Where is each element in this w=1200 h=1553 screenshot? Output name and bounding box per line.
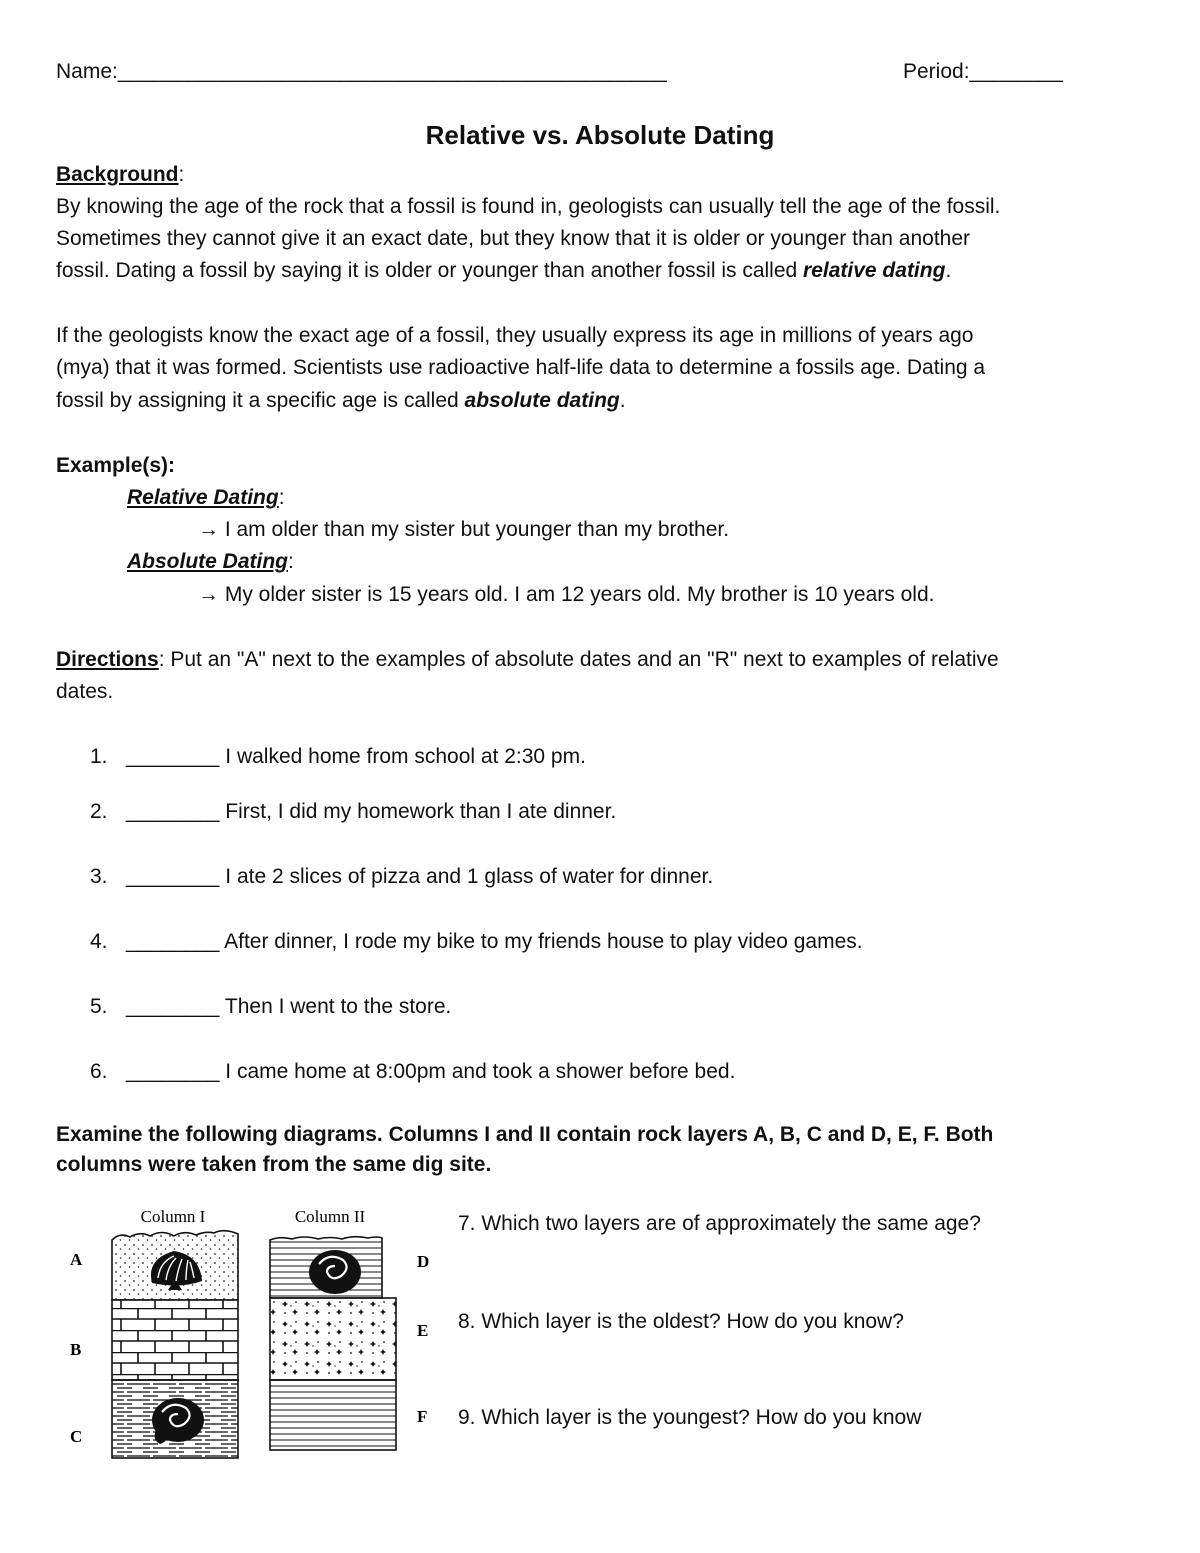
layer-label-e: E xyxy=(417,1321,429,1340)
list-item: 1. ________ I walked home from school at 2:30 pm. xyxy=(90,745,586,768)
period-field[interactable] xyxy=(903,56,1063,88)
layer-e xyxy=(270,1298,396,1380)
relative-example-label: Relative Dating: xyxy=(127,486,285,509)
diagram-intro-line2: columns were taken from the same dig site. xyxy=(56,1153,492,1176)
relative-example-text: → I am older than my sister but younger than my brother. xyxy=(198,518,730,541)
directions-heading: Directions xyxy=(56,648,159,671)
layer-b xyxy=(112,1300,238,1380)
background-p1-line3: fossil. Dating a fossil by saying it is older or younger than another fossil is called relative dating. xyxy=(56,259,952,282)
column2-title: Column II xyxy=(294,1207,366,1226)
page-title: Relative vs. Absolute Dating xyxy=(425,120,775,150)
absolute-example-label: Absolute Dating: xyxy=(127,550,294,573)
list-item: 6. ________ I came home at 8:00pm and took a shower before bed. xyxy=(90,1060,736,1083)
name-label: Name: xyxy=(56,60,118,83)
rock-columns-diagram xyxy=(60,1198,440,1473)
name-blank[interactable]: _______________________________________________ xyxy=(117,60,667,83)
column1-title: Column I xyxy=(140,1207,206,1226)
answer-blank[interactable]: ________ xyxy=(126,930,220,953)
term-absolute-dating: absolute dating xyxy=(464,389,620,412)
background-p2-line1: If the geologists know the exact age of a fossil, they usually express its age in millions of years ago xyxy=(56,324,974,347)
answer-blank[interactable]: ________ xyxy=(126,865,220,888)
directions-line2: dates. xyxy=(56,680,114,703)
background-heading: Background xyxy=(56,163,179,186)
examples-heading: Example(s): xyxy=(56,454,176,477)
answer-blank[interactable]: ________ xyxy=(126,800,220,823)
layer-label-a: A xyxy=(70,1250,83,1269)
column1 xyxy=(112,1231,238,1458)
question-9: 9. Which layer is the youngest? How do you know xyxy=(458,1406,922,1429)
answer-blank[interactable]: ________ xyxy=(126,745,220,768)
background-p2-line2: (mya) that it was formed. Scientists use radioactive half-life data to determine a fossils age. Dating a xyxy=(56,356,986,379)
answer-blank[interactable]: ________ xyxy=(126,1060,220,1083)
layer-label-c: C xyxy=(70,1427,83,1446)
absolute-example-text: → My older sister is 15 years old. I am 12 years old. My brother is 10 years old. xyxy=(198,583,935,606)
layer-label-d: D xyxy=(417,1252,430,1271)
list-item: 3. ________ I ate 2 slices of pizza and 1 glass of water for dinner. xyxy=(90,865,714,888)
background-p2-line3: fossil by assigning it a specific age is called absolute dating. xyxy=(56,389,626,412)
period-label: Period: xyxy=(903,60,970,83)
term-relative-dating: relative dating xyxy=(803,259,946,282)
ammonite-fossil-icon xyxy=(309,1250,361,1294)
column2 xyxy=(270,1237,396,1450)
list-item: 2. ________ First, I did my homework than I ate dinner. xyxy=(90,800,617,823)
period-blank[interactable]: ________ xyxy=(969,60,1063,83)
background-p1-line1: By knowing the age of the rock that a fossil is found in, geologists can usually tell the age of the fossil. xyxy=(56,195,1001,218)
question-7: 7. Which two layers are of approximately the same age? xyxy=(458,1212,981,1235)
background-heading-line: Background: xyxy=(56,163,185,186)
layer-label-f: F xyxy=(417,1407,428,1426)
answer-blank[interactable]: ________ xyxy=(126,995,220,1018)
background-p1-line2: Sometimes they cannot give it an exact date, but they know that it is older or younger than another xyxy=(56,227,971,250)
layer-label-b: B xyxy=(70,1340,82,1359)
list-item: 4. ________ After dinner, I rode my bike to my friends house to play video games. xyxy=(90,930,863,953)
directions-line1: Directions: Put an "A" next to the examples of absolute dates and an "R" next to examples of relative xyxy=(56,648,999,671)
question-8: 8. Which layer is the oldest? How do you know? xyxy=(458,1310,904,1333)
list-item: 5. ________ Then I went to the store. xyxy=(90,995,452,1018)
diagram-intro-line1: Examine the following diagrams. Columns I and II contain rock layers A, B, C and D, E, F. Both xyxy=(56,1123,994,1146)
layer-f xyxy=(270,1380,396,1450)
name-field[interactable] xyxy=(56,56,667,88)
